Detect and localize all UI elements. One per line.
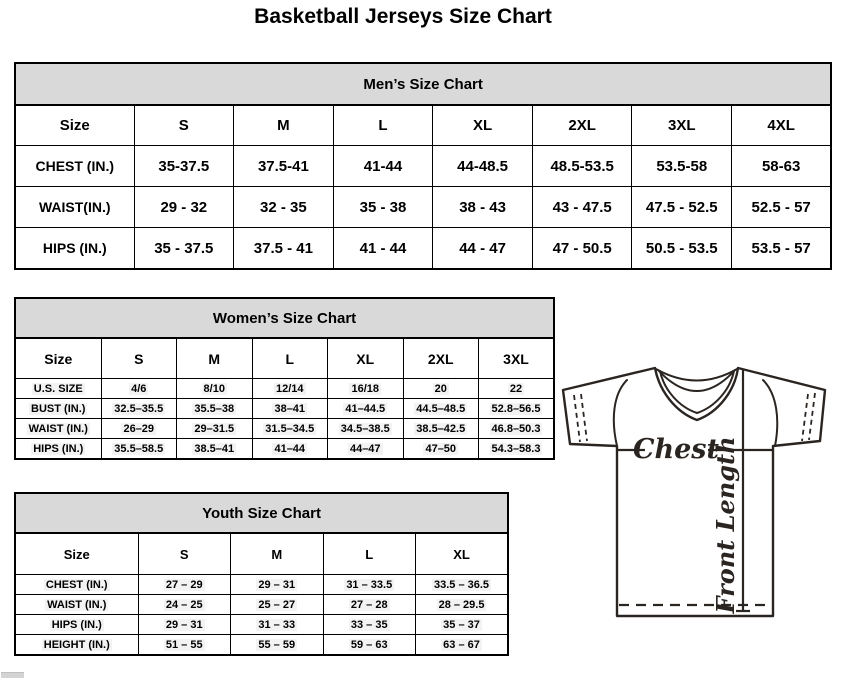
cell-value: 44 - 47	[459, 239, 506, 257]
cell-value: 31 – 33	[258, 618, 296, 631]
cell-value: 34.5–38.5	[340, 422, 390, 435]
cell-value: 43 - 47.5	[552, 198, 612, 216]
column-header: XL	[328, 338, 404, 379]
scrollbar-fragment[interactable]	[1, 672, 24, 678]
row-label: U.S. SIZE	[33, 382, 83, 395]
cell-value: 12/14	[275, 382, 304, 395]
row-label: CHEST (IN.)	[35, 158, 115, 174]
cell-value: 16/18	[351, 382, 380, 395]
cell-value: 29 – 31	[165, 618, 203, 631]
right-armhole-seam	[763, 380, 777, 446]
row-label: HIPS (IN.)	[42, 240, 107, 256]
cell-value: 27 – 29	[165, 578, 203, 591]
column-header: M	[231, 533, 324, 575]
column-header: Size	[15, 338, 101, 379]
table-row	[15, 419, 554, 439]
cell-value: 53.5 - 57	[751, 239, 811, 257]
row-label: HIPS (IN.)	[51, 618, 102, 631]
column-header: Size	[15, 105, 134, 146]
table-row	[15, 228, 831, 270]
mens-chart-title: Men’s Size Chart	[15, 63, 831, 105]
row-label: BUST (IN.)	[31, 402, 86, 415]
cell-value: 41–44.5	[345, 402, 386, 415]
cell-value: 37.5-41	[257, 157, 309, 175]
column-header: S	[101, 338, 177, 379]
column-header: S	[134, 105, 234, 146]
cell-value: 31 – 33.5	[346, 578, 393, 591]
youth-chart-title: Youth Size Chart	[15, 493, 508, 533]
column-header: 3XL	[632, 105, 732, 146]
cell-value: 44–47	[349, 442, 381, 455]
cell-value: 8/10	[203, 382, 225, 395]
womens-size-table	[14, 297, 555, 460]
chest-label: Chest	[633, 434, 719, 465]
cell-value: 29–31.5	[194, 422, 235, 435]
cell-value: 35 - 37.5	[154, 239, 214, 257]
table-row	[15, 379, 554, 399]
column-header: M	[234, 105, 334, 146]
table-row	[15, 439, 554, 460]
column-header: XL	[416, 533, 509, 575]
column-header: M	[177, 338, 253, 379]
cell-value: 28 – 29.5	[438, 598, 485, 611]
cell-value: 20	[434, 382, 447, 395]
cell-value: 35.5–58.5	[114, 442, 164, 455]
table-row	[15, 575, 508, 595]
row-label: WAIST (IN.)	[28, 422, 88, 435]
cell-value: 38 - 43	[459, 198, 506, 216]
column-header: L	[333, 105, 433, 146]
cell-value: 41-44	[363, 157, 403, 175]
right-cuff-dashed-line	[802, 394, 808, 441]
cell-value: 44-48.5	[457, 157, 509, 175]
table-row	[15, 399, 554, 419]
row-label: CHEST (IN.)	[45, 578, 108, 591]
cell-value: 47.5 - 52.5	[645, 198, 718, 216]
header-row	[15, 105, 831, 146]
table-row	[15, 187, 831, 228]
cell-value: 24 – 25	[165, 598, 203, 611]
left-armhole-seam	[614, 380, 627, 446]
column-header: Size	[15, 533, 138, 575]
column-header: 2XL	[403, 338, 479, 379]
cell-value: 50.5 - 53.5	[645, 239, 718, 257]
womens-chart-title: Women’s Size Chart	[15, 298, 554, 338]
table-row	[15, 635, 508, 656]
header-row	[15, 533, 508, 575]
table-row	[15, 615, 508, 635]
column-header: 2XL	[532, 105, 632, 146]
cell-value: 35.5–38	[194, 402, 235, 415]
collar-inner-v-line	[660, 371, 734, 413]
column-header: 4XL	[732, 105, 832, 146]
cell-value: 22	[509, 382, 523, 395]
table-row	[15, 146, 831, 187]
cell-value: 63 – 67	[443, 638, 480, 651]
mens-size-table	[14, 62, 832, 270]
row-label: WAIST(IN.)	[38, 199, 111, 215]
row-label: HIPS (IN.)	[33, 442, 84, 455]
cell-value: 55 – 59	[258, 638, 296, 651]
cell-value: 35 - 38	[359, 198, 407, 216]
cell-value: 38–41	[274, 402, 306, 415]
cell-value: 48.5-53.5	[550, 157, 614, 175]
cell-value: 58-63	[761, 157, 801, 175]
cell-value: 4/6	[131, 382, 147, 395]
front-length-label: Front Length	[711, 436, 740, 614]
jersey-measurement-diagram	[553, 360, 843, 628]
row-label: WAIST (IN.)	[47, 598, 107, 611]
cell-value: 33 – 35	[350, 618, 388, 631]
row-label: HEIGHT (IN.)	[43, 638, 110, 651]
header-row	[15, 338, 554, 379]
cell-value: 32 - 35	[260, 198, 307, 216]
cell-value: 51 – 55	[165, 638, 203, 651]
cell-value: 46.8–50.3	[491, 422, 541, 435]
column-header: L	[252, 338, 328, 379]
cell-value: 47–50	[425, 442, 457, 455]
cell-value: 35 – 37	[443, 618, 480, 631]
cell-value: 31.5–34.5	[265, 422, 315, 435]
cell-value: 38.5–41	[194, 442, 235, 455]
cell-value: 37.5 - 41	[253, 239, 313, 257]
cell-value: 29 – 31	[258, 578, 296, 591]
column-header: XL	[433, 105, 533, 146]
cell-value: 35-37.5	[158, 157, 210, 175]
right-cuff-dashed-line	[809, 393, 815, 440]
table-row	[15, 595, 508, 615]
cell-value: 52.5 - 57	[751, 198, 811, 216]
left-cuff-dashed-line	[574, 395, 580, 442]
cell-value: 33.5 – 36.5	[433, 578, 490, 591]
cell-value: 59 – 63	[350, 638, 388, 651]
column-header: S	[138, 533, 231, 575]
cell-value: 38.5–42.5	[416, 422, 466, 435]
youth-size-table	[14, 492, 509, 656]
column-header: L	[323, 533, 416, 575]
cell-value: 54.3–58.3	[491, 442, 541, 455]
cell-value: 44.5–48.5	[416, 402, 466, 415]
cell-value: 47 - 50.5	[552, 239, 612, 257]
cell-value: 41–44	[274, 442, 306, 455]
cell-value: 41 - 44	[359, 239, 407, 257]
left-cuff-dashed-line	[581, 394, 587, 441]
cell-value: 53.5-58	[656, 157, 708, 175]
cell-value: 32.5–35.5	[114, 402, 164, 415]
cell-value: 27 – 28	[350, 598, 388, 611]
jersey-outline-shape	[563, 368, 825, 616]
cell-value: 25 – 27	[258, 598, 296, 611]
cell-value: 52.8–56.5	[491, 402, 541, 415]
cell-value: 29 - 32	[160, 198, 208, 216]
column-header: 3XL	[479, 338, 555, 379]
cell-value: 26–29	[123, 422, 155, 435]
page-title: Basketball Jerseys Size Chart	[254, 5, 552, 28]
